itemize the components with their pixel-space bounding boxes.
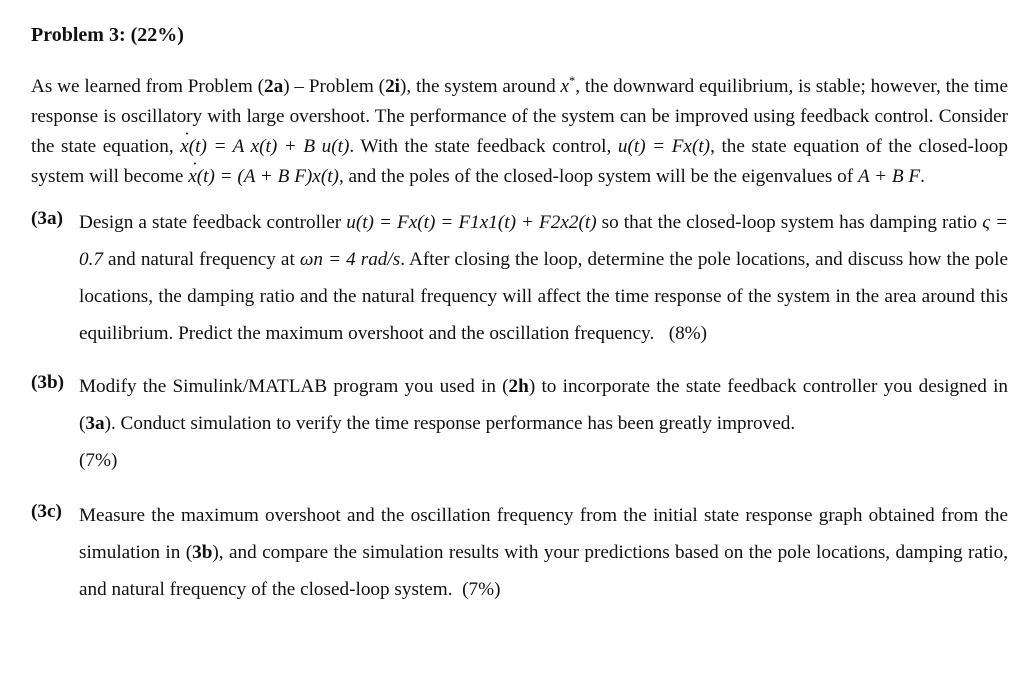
intro-text: ) – Problem (	[283, 75, 386, 97]
part-percent: (7%)	[79, 449, 118, 471]
intro-text: As we learned from Problem (	[31, 75, 264, 97]
part-body	[79, 497, 1008, 608]
feedback-law: u(t) = Fx(t)	[617, 135, 711, 157]
damping-ratio: ς = 0.7	[79, 211, 1009, 270]
part-3c	[31, 497, 1008, 608]
state-equation: x(t) = A x(t) + B u(t) ˙	[180, 136, 349, 157]
part-body	[79, 368, 1008, 479]
intro-text: ), the system around	[400, 75, 561, 97]
part-text: so that the closed-loop system has damping ratio	[596, 211, 983, 233]
part-text: ), and compare the simulation results with your predictions based on the pole locations, damping ratio, and natural frequency of the closed-loop system.	[79, 541, 1009, 600]
part-text: and natural frequency at	[102, 248, 300, 270]
equilibrium-symbol: x	[560, 75, 570, 97]
part-ref: 3b	[192, 541, 213, 563]
intro-text: , the downward equilibrium, is stable; however, the time response is oscillatory with large overshoot. The performance of the system can be improved using feedback control. Consider the state equation,	[31, 75, 1008, 157]
equilibrium-superscript: *	[569, 74, 576, 88]
intro-paragraph	[31, 66, 1008, 192]
closed-loop-matrix: A + B F	[857, 165, 921, 187]
problem-page	[31, 20, 1008, 608]
part-body	[79, 204, 1008, 352]
part-text: Measure the maximum overshoot and the oscillation frequency from the initial state response graph obtained from the simulation in (	[79, 504, 1008, 563]
intro-ref: 2i	[385, 75, 400, 97]
part-percent: (7%)	[462, 578, 501, 600]
part-3b	[31, 368, 1008, 479]
part-text: Modify the Simulink/MATLAB program you used in (	[79, 375, 509, 397]
closed-loop-equation: x(t) = (A + B F)x(t) ˙	[188, 166, 339, 187]
part-ref: 2h	[508, 375, 529, 397]
controller-equation: u(t) = Fx(t) = F1x1(t) + F2x2(t)	[346, 211, 597, 233]
part-ref: 3a	[85, 412, 105, 434]
part-3a	[31, 204, 1008, 352]
part-text: ) to incorporate the state feedback controller you designed in (	[79, 375, 1008, 434]
part-text: ). Conduct simulation to verify the time response performance has been greatly improved.	[104, 412, 796, 434]
natural-frequency: ωn = 4 rad/s	[299, 248, 401, 270]
part-text: . After closing the loop, determine the pole locations, and discuss how the pole locations, the damping ratio and the natural frequency will affect the time response of the system in the area around this equilibrium. Predict the maximum overshoot and the oscillation frequency.	[79, 248, 1008, 344]
part-label: (3a)	[31, 207, 63, 229]
intro-text: , the state equation of the closed-loop system will become	[31, 135, 1008, 187]
part-label: (3c)	[31, 500, 62, 522]
part-text: Design a state feedback controller	[79, 211, 347, 233]
intro-text: .	[920, 165, 925, 187]
intro-text: , and the poles of the closed-loop system will be the eigenvalues of	[338, 165, 858, 187]
intro-ref: 2a	[264, 75, 284, 97]
problem-title: Problem 3: (22%)	[31, 24, 184, 46]
part-label: (3b)	[31, 371, 65, 393]
part-percent: (8%)	[668, 322, 708, 344]
intro-text: . With the state feedback control,	[349, 135, 618, 157]
